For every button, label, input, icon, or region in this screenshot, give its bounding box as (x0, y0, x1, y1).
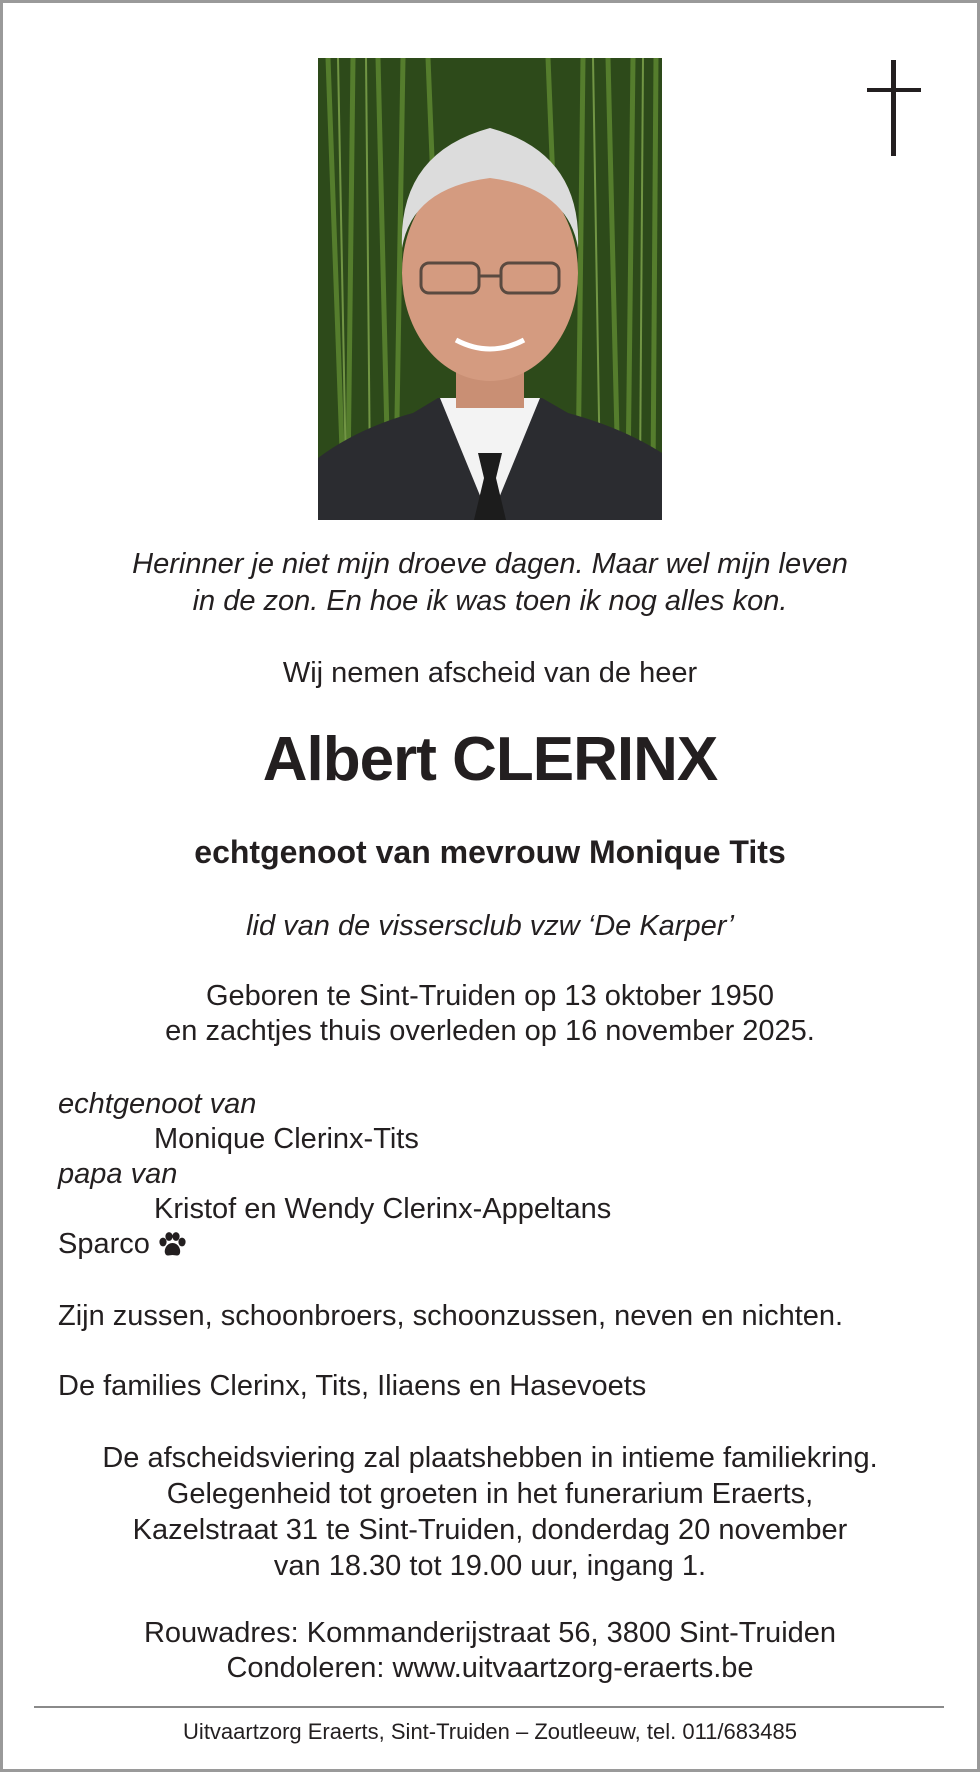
relations-list (58, 1087, 611, 1262)
siblings-line: Zijn zussen, schoonbroers, schoonzussen, neven en nichten. (58, 1300, 844, 1332)
life-dates (0, 979, 980, 1049)
spouse-line: echtgenoot van mevrouw Monique Tits (194, 834, 786, 870)
ceremony-info (0, 1440, 980, 1584)
deceased-name: Albert CLERINX (262, 725, 718, 794)
funeral-home-footer: Uitvaartzorg Eraerts, Sint-Truiden – Zoutleeuw, tel. 011/683485 (183, 1719, 797, 1744)
paw-icon (158, 1232, 186, 1258)
child-label: papa van (58, 1158, 178, 1190)
ceremony-line: De afscheidsviering zal plaatshebben in intieme familiekring. (102, 1442, 878, 1474)
contact-info (0, 1616, 980, 1686)
families-line: De families Clerinx, Tits, Iliaens en Hasevoets (58, 1370, 647, 1402)
death-line: en zachtjes thuis overleden op 16 november 2025. (165, 1015, 815, 1047)
ceremony-line: van 18.30 tot 19.00 uur, ingang 1. (273, 1550, 707, 1582)
quote-line: Herinner je niet mijn droeve dagen. Maar wel mijn leven (132, 548, 848, 580)
quote-line: in de zon. En hoe ik was toen ik nog alles kon. (192, 585, 788, 617)
birth-line: Geboren te Sint-Truiden op 13 oktober 1950 (205, 980, 775, 1012)
child-names: Kristof en Wendy Clerinx-Appeltans (154, 1193, 612, 1225)
cross-icon (864, 60, 924, 160)
footer-divider (34, 1706, 944, 1708)
spouse-name: Monique Clerinx-Tits (154, 1123, 419, 1155)
pet-line (58, 1227, 611, 1262)
spouse-label: echtgenoot van (58, 1088, 257, 1120)
memorial-quote (0, 546, 980, 620)
ceremony-line: Gelegenheid tot groeten in het funerarium Eraerts, (166, 1478, 814, 1510)
intro-text: Wij nemen afscheid van de heer (282, 657, 698, 689)
pet-name: Sparco (58, 1228, 150, 1260)
portrait-photo (318, 58, 662, 520)
ceremony-line: Kazelstraat 31 te Sint-Truiden, donderdag 20 november (132, 1514, 848, 1546)
mourning-address: Rouwadres: Kommanderijstraat 56, 3800 Sint-Truiden (143, 1617, 837, 1649)
club-membership: lid van de vissersclub vzw ‘De Karper’ (246, 910, 734, 942)
condolence-link[interactable]: Condoleren: www.uitvaartzorg-eraerts.be (226, 1652, 754, 1684)
